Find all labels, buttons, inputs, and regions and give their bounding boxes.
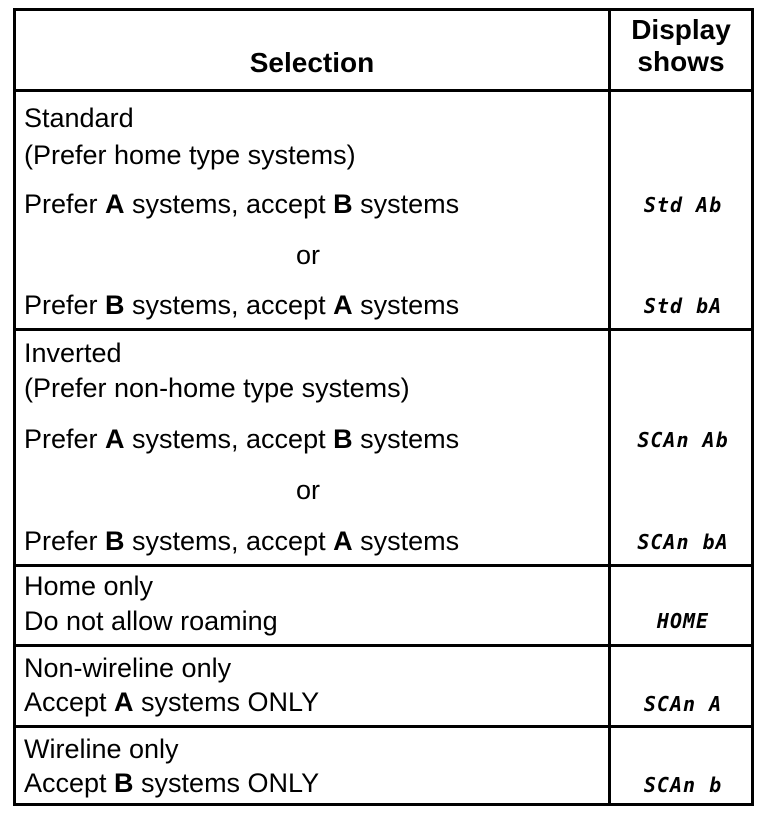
home-line1: Home only <box>24 571 154 601</box>
header-display-line2: shows <box>637 46 725 77</box>
roaming-selection-table <box>13 8 754 806</box>
inverted-subtitle: (Prefer non-home type systems) <box>24 373 410 403</box>
wireline-line1: Wireline only <box>24 734 179 764</box>
inverted-divider <box>16 564 751 567</box>
standard-subtitle: (Prefer home type systems) <box>24 140 356 170</box>
header-display-line1: Display <box>631 14 731 45</box>
inverted-or: or <box>296 475 321 505</box>
home-display: HOME <box>656 609 710 633</box>
header-selection: Selection <box>249 47 375 78</box>
standard-option-a-display: Std Ab <box>643 193 723 217</box>
standard-option-b: Prefer B systems, accept A systems <box>24 290 460 320</box>
nonwireline-line1: Non-wireline only <box>24 653 232 683</box>
header-divider <box>16 89 751 92</box>
inverted-title: Inverted <box>24 338 122 368</box>
column-divider <box>608 11 611 803</box>
home-line2: Do not allow roaming <box>24 606 278 636</box>
inverted-option-a: Prefer A systems, accept B systems <box>24 424 460 454</box>
nonwireline-display: SCAn A <box>643 692 723 716</box>
standard-or: or <box>296 240 321 270</box>
inverted-option-a-display: SCAn Ab <box>637 428 729 452</box>
standard-option-a: Prefer A systems, accept B systems <box>24 189 460 219</box>
standard-divider <box>16 328 751 331</box>
nonwireline-line2: Accept A systems ONLY <box>24 687 320 717</box>
home-divider <box>16 644 751 647</box>
wireline-line2: Accept B systems ONLY <box>24 768 320 798</box>
standard-title: Standard <box>24 103 134 133</box>
inverted-option-b-display: SCAn bA <box>637 530 729 554</box>
nonwireline-divider <box>16 725 751 728</box>
inverted-option-b: Prefer B systems, accept A systems <box>24 526 460 556</box>
wireline-display: SCAn b <box>643 773 723 797</box>
standard-option-b-display: Std bA <box>643 294 723 318</box>
